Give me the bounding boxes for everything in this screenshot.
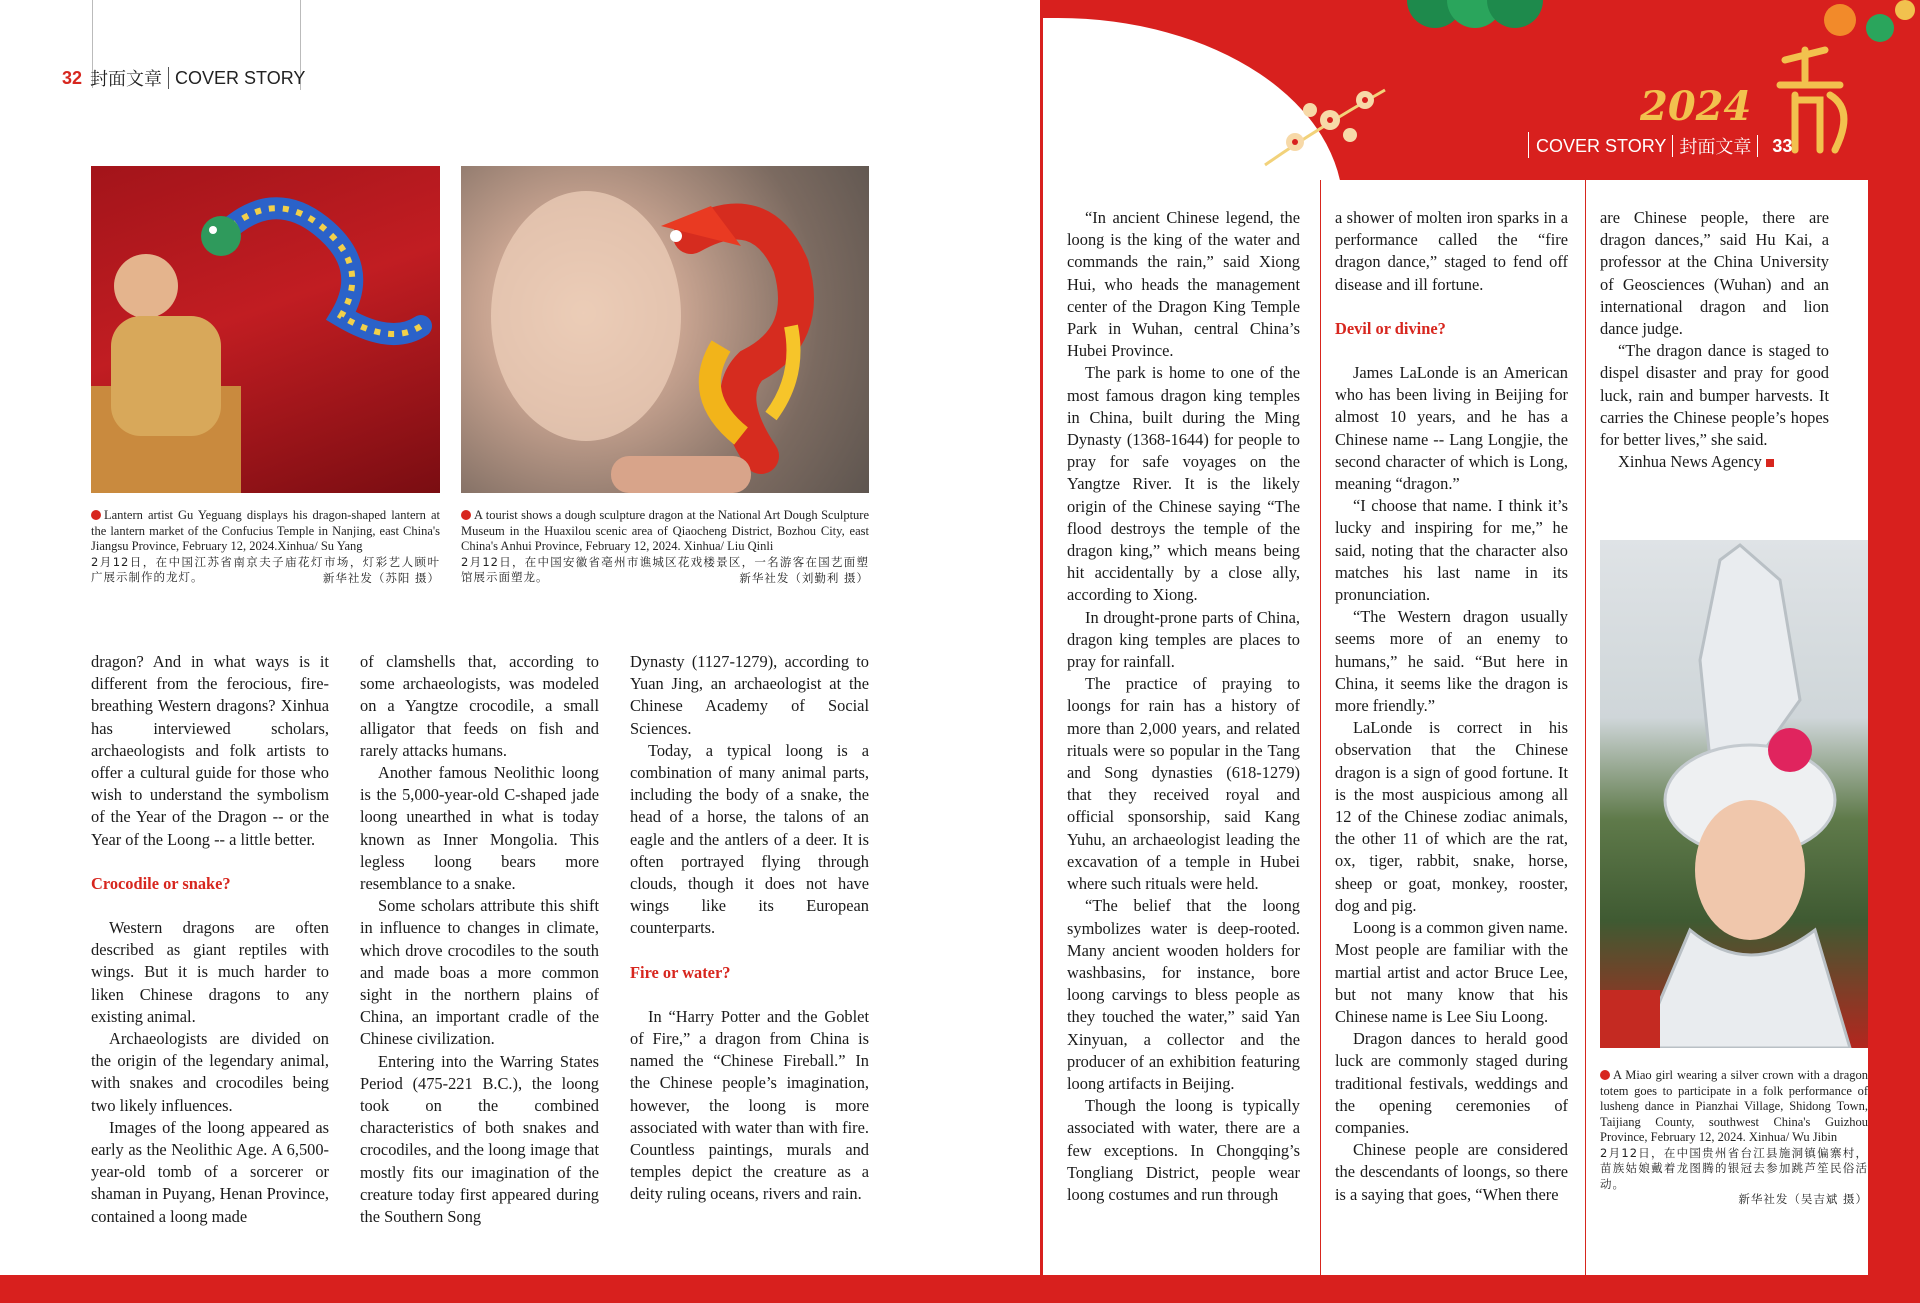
column-rule bbox=[1320, 180, 1321, 1275]
paragraph: “The Western dragon usually seems more of an enemy to humans,” he said. “But here in China, it seems like the dragon is more friendly.” bbox=[1335, 607, 1568, 716]
paragraph: dragon? And in what ways is it different from the ferocious, fire-breathing Western dragons? Xinhua has interviewed scholars, archaeologists and folk artists to offer a cultural guide for those who wish to understand the symbolism of the Year of the Dragon -- or the Year of the Loong -- a little better. bbox=[91, 652, 329, 849]
article-column-3 bbox=[630, 651, 869, 1206]
page-number: 33 bbox=[1772, 135, 1793, 156]
paragraph: Though the loong is typically associated with water, there are a few exceptions. In Chongqing’s Tongliang District, people wear loong costumes and run through bbox=[1067, 1096, 1300, 1204]
dough-photo-caption bbox=[461, 508, 869, 586]
paragraph: Western dragons are often described as giant reptiles with wings. But it is much harder to liken Chinese dragons to any existing animal. bbox=[91, 918, 329, 1026]
caption-cn: 2月12日，在中国贵州省台江县施洞镇偏寨村，苗族姑娘戴着龙图腾的银冠去参加跳芦笙民俗活动。 bbox=[1600, 1145, 1868, 1191]
caption-en: A tourist shows a dough sculpture dragon at the National Art Dough Sculpture Museum in the Huaxilou scenic area of Qiaocheng District, Bozhou City, east China's Anhui Province, February 12, 2024. Xinhua/ Liu Qinli bbox=[461, 508, 869, 553]
footer-red-band bbox=[0, 1275, 1920, 1303]
svg-text:2024: 2024 bbox=[1640, 83, 1752, 130]
paragraph: of clamshells that, according to some archaeologists, was modeled on a Yangtze crocodile, a small alligator that feeds on fish and rarely attacks humans. bbox=[360, 652, 599, 760]
header-separator bbox=[168, 67, 169, 89]
paragraph: Archaeologists are divided on the origin of the legendary animal, with snakes and crocodiles being two likely influences. bbox=[91, 1029, 329, 1115]
dough-sculpture-photo bbox=[461, 166, 869, 493]
lantern-artist-photo bbox=[91, 166, 440, 493]
article-column-6 bbox=[1600, 207, 1829, 473]
photo-illustration bbox=[1600, 540, 1868, 1048]
subheading: Crocodile or snake? bbox=[91, 873, 231, 893]
paragraph: Dragon dances to herald good luck are commonly staged during traditional festivals, weddings and the opening ceremonies of companies. bbox=[1335, 1029, 1568, 1137]
section-label-en: COVER STORY bbox=[175, 67, 306, 88]
paragraph: Another famous Neolithic loong is the 5,000-year-old C-shaped jade loong unearthed in what is today known as Inner Mongolia. This legless loong bears more resemblance to a snake. bbox=[360, 763, 599, 894]
spine-line bbox=[1040, 0, 1043, 1275]
section-label-cn: 封面文章 bbox=[90, 69, 163, 89]
lantern-flower-icon bbox=[1780, 0, 1920, 80]
right-page-header bbox=[1530, 134, 1792, 158]
year-2024-art bbox=[1640, 80, 1760, 130]
right-red-margin bbox=[1868, 0, 1920, 1303]
paragraph: Dynasty (1127-1279), according to Yuan Jing, an archaeologist at the Chinese Academy of Social Sciences. bbox=[630, 652, 869, 738]
caption-en: A Miao girl wearing a silver crown with a dragon totem goes to participate in a folk performance of lusheng dance in Pianzhai Village, Shidong Town, Taijiang County, southwest China's Guizhou Province, February 12, 2024. Xinhua/ Wu Jibin bbox=[1600, 1068, 1868, 1144]
plum-blossom-icon bbox=[1255, 70, 1395, 170]
column-rule bbox=[1585, 180, 1586, 1275]
header-separator bbox=[1757, 135, 1758, 157]
paragraph: “The belief that the loong symbolizes water is deep-rooted. Many ancient wooden holders for washbasins, for instance, bore loong carvings to bless people as they touched the water,” said Yan Xinyuan, a collector and the producer of an exhibition featuring loong artifacts in Beijing. bbox=[1067, 896, 1300, 1093]
photo-illustration bbox=[91, 166, 440, 493]
section-label-en: COVER STORY bbox=[1536, 135, 1667, 156]
paragraph: James LaLonde is an American who has been living in Beijing for almost 10 years, and he has a Chinese name -- Lang Longjie, the second character of which is Long, meaning “dragon.” bbox=[1335, 363, 1568, 494]
miao-photo-caption bbox=[1600, 1068, 1868, 1208]
camera-icon bbox=[91, 510, 101, 520]
paragraph: Some scholars attribute this shift in influence to changes in climate, which drove crocodiles to the south and made boas a more common sight in the northern plains of China, an important cradle of the Chinese civilization. bbox=[360, 896, 599, 1049]
paragraph: Entering into the Warring States Period (475-221 B.C.), the loong took on the combined characteristics of both snakes and crocodiles, and the loong image that mostly fits our imagination of the creature today first appeared during the Southern Song bbox=[360, 1051, 599, 1227]
paragraph: a shower of molten iron sparks in a performance called the “fire dragon dance,” staged to fend off disease and ill fortune. bbox=[1335, 208, 1568, 294]
end-mark-icon bbox=[1766, 459, 1774, 467]
header-separator bbox=[1528, 132, 1529, 158]
caption-en: Lantern artist Gu Yeguang displays his dragon-shaped lantern at the lantern market of the Confucius Temple in Nanjing, east China's Jiangsu Province, February 12, 2024.Xinhua/ Su Yang bbox=[91, 508, 440, 553]
paragraph bbox=[1600, 451, 1774, 473]
paragraph: “I choose that name. I think it’s lucky and inspiring for me,” he said, noting that the character also matches his last name in its pronunciation. bbox=[1335, 496, 1568, 605]
paragraph: Chinese people are considered the descendants of loongs, so there is a saying that goes, “When there bbox=[1335, 1140, 1568, 1204]
camera-icon bbox=[1600, 1070, 1610, 1080]
paragraph: In drought-prone parts of China, dragon king temples are places to pray for rainfall. bbox=[1067, 607, 1300, 672]
subheading: Fire or water? bbox=[630, 962, 731, 982]
paragraph: The practice of praying to loongs for rain has a history of more than 2,000 years, and related rituals were so popular in the Tang and Song dynasties (618-1279) that they received royal and official sponsorship, said Kang Yuhu, an archaeologist leading the excavation of a temple in Hubei where such rituals were held. bbox=[1067, 674, 1300, 894]
article-column-5 bbox=[1335, 207, 1568, 1206]
paragraph: “In ancient Chinese legend, the loong is the king of the water and commands the rain,” said Xiong Hui, who heads the management center of the Dragon King Temple Park in Wuhan, central China’s Hubei Province. bbox=[1067, 208, 1300, 361]
article-column-1 bbox=[91, 651, 329, 1228]
camera-icon bbox=[461, 510, 471, 520]
paragraph: LaLonde is correct in his observation that the Chinese dragon is a sign of good fortune. It is the most auspicious among all 12 of the Chinese zodiac animals, the other 11 of which are the rat, ox, tiger, rabbit, snake, horse, sheep or goat, monkey, rooster, dog and pig. bbox=[1335, 718, 1568, 915]
header-separator bbox=[1672, 135, 1673, 157]
article-column-2 bbox=[360, 651, 599, 1228]
paragraph: Loong is a common given name. Most people are familiar with the martial artist and actor Bruce Lee, but not many know that his Chinese name is Lee Siu Loong. bbox=[1335, 918, 1568, 1026]
photo-credit: 新华社发（吴吉斌 摄） bbox=[1738, 1192, 1868, 1206]
green-cloud-icon bbox=[1400, 0, 1550, 30]
paragraph: Today, a typical loong is a combination of many animal parts, including the body of a snake, the head of a horse, the talons of an eagle and the antlers of a deer. It is often portrayed flying through clouds, though it does not have wings like its European counterparts. bbox=[630, 740, 869, 938]
caption-cn: 2月12日，在中国江苏省南京夫子庙花灯市场，灯彩艺人顾叶广展示制作的龙灯。 bbox=[91, 554, 440, 584]
paragraph: Images of the loong appeared as early as the Neolithic Age. A 6,500-year-old tomb of a sorcerer or shaman in Puyang, Henan Province, contained a loong made bbox=[91, 1117, 329, 1226]
byline: Xinhua News Agency bbox=[1618, 452, 1762, 472]
article-column-4 bbox=[1067, 207, 1300, 1206]
paragraph: The park is home to one of the most famous dragon king temples in China, built during the Ming Dynasty (1368-1644) for people to pray for safe voyages on the Yangtze River. It is the likely origin of the Chinese saying “The flood destroys the temple of the dragon king,” which means being hit accidentally by a close ally, according to Xiong. bbox=[1067, 363, 1300, 605]
left-page-header bbox=[62, 66, 305, 90]
section-label-cn: 封面文章 bbox=[1679, 137, 1752, 157]
paragraph: are Chinese people, there are dragon dances,” said Hu Kai, a professor at the China University of Geosciences (Wuhan) and an international dragon and lion dance judge. bbox=[1600, 208, 1829, 339]
photo-credit: 新华社发（苏阳 摄） bbox=[322, 570, 440, 585]
photo-credit: 新华社发（刘勤利 摄） bbox=[739, 570, 869, 585]
caption-cn: 2月12日，在中国安徽省亳州市谯城区花戏楼景区，一名游客在国艺面塑馆展示面塑龙。 bbox=[461, 554, 869, 584]
paragraph: “The dragon dance is staged to dispel disaster and pray for good luck, rain and bumper harvests. It carries the Chinese people’s hopes for better lives,” she said. bbox=[1600, 341, 1829, 450]
lantern-photo-caption bbox=[91, 508, 440, 586]
page-number: 32 bbox=[62, 67, 83, 88]
miao-girl-photo bbox=[1600, 540, 1868, 1048]
photo-illustration bbox=[461, 166, 869, 493]
subheading: Devil or divine? bbox=[1335, 318, 1446, 338]
paragraph: In “Harry Potter and the Goblet of Fire,” a dragon from China is named the “Chinese Fireball.” In the Chinese people’s imagination, however, the loong is more associated with water than with fire. Countless paintings, murals and temples depict the creature as a deity ruling oceans, rivers and rain. bbox=[630, 1006, 869, 1204]
